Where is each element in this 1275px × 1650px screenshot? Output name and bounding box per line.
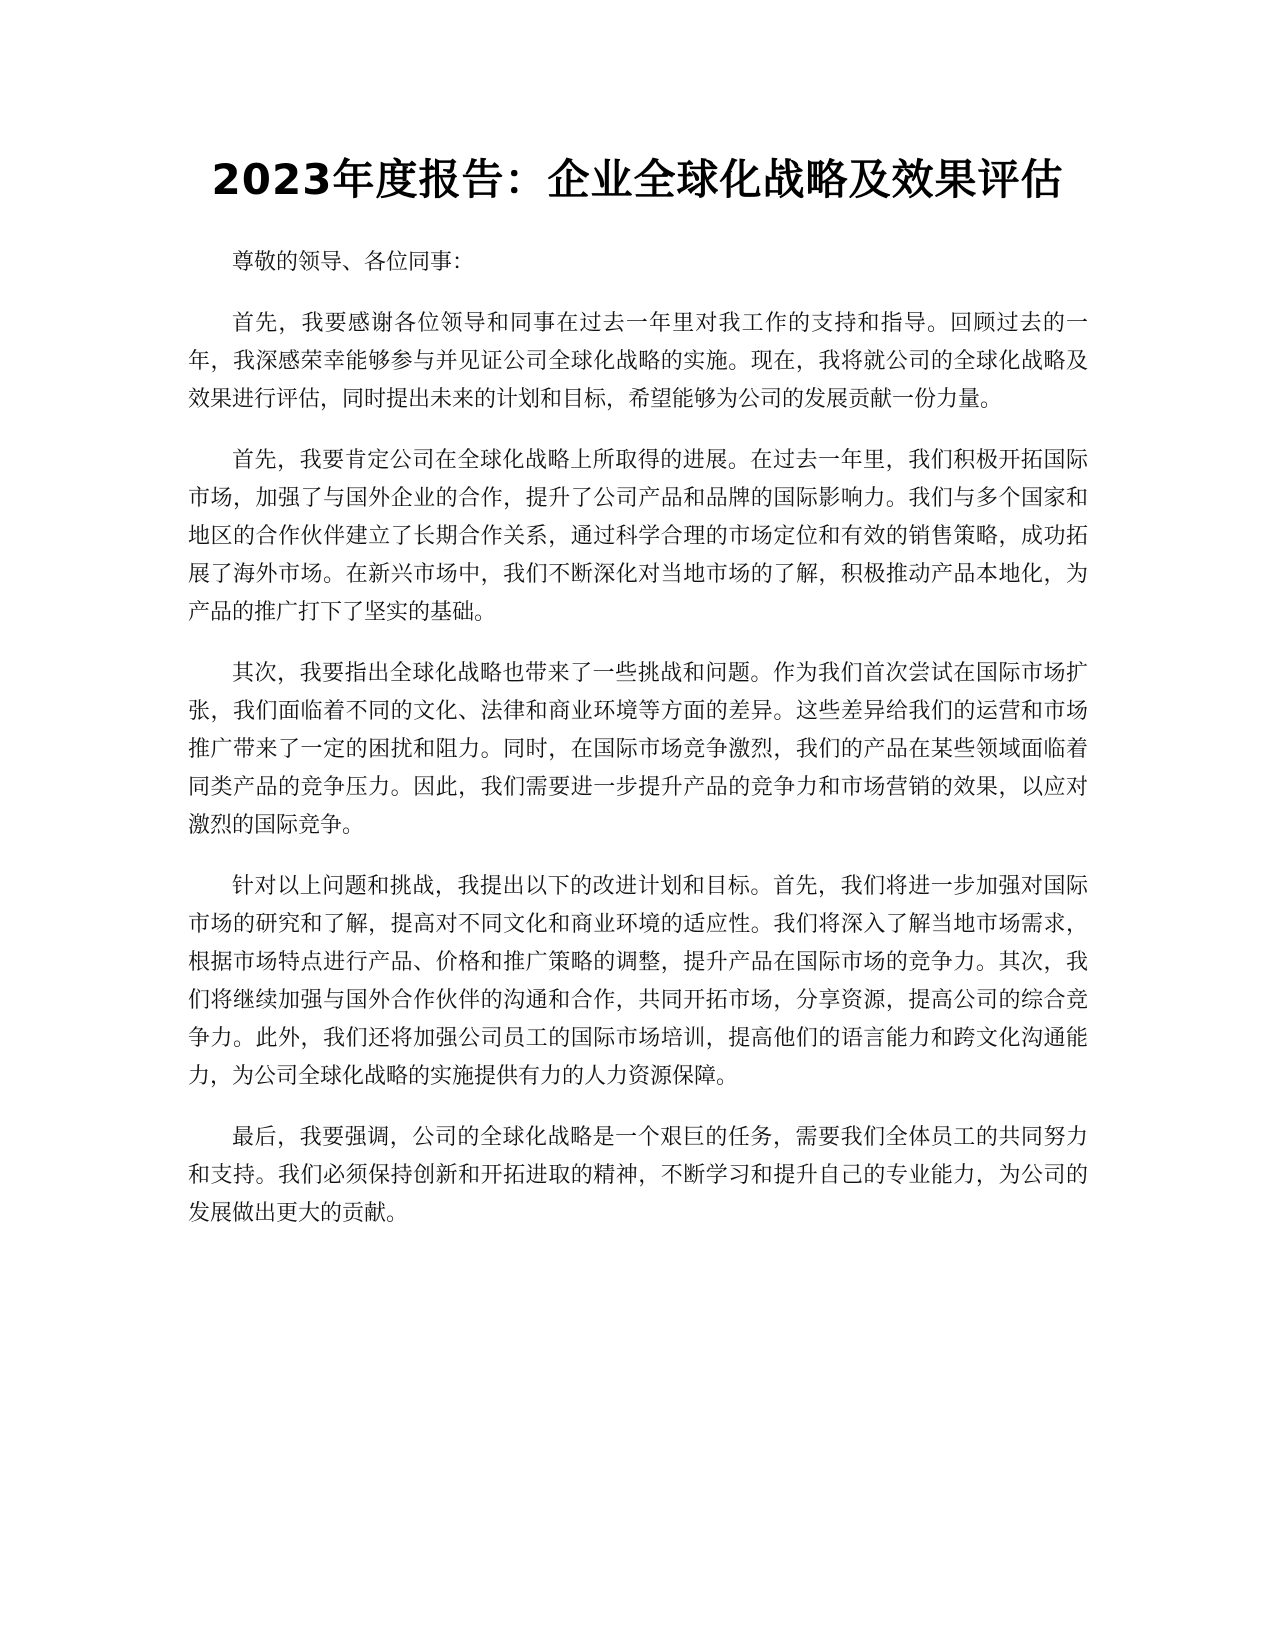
paragraph-conclusion: 最后，我要强调，公司的全球化战略是一个艰巨的任务，需要我们全体员工的共同努力和支持。我们必须保持创新和开拓进取的精神，不断学习和提升自己的专业能力，为公司的发展做出更大的贡献。 — [188, 1125, 1088, 1226]
paragraph-thanks: 首先，我要感谢各位领导和同事在过去一年里对我工作的支持和指导。回顾过去的一年，我深感荣幸能够参与并见证公司全球化战略的实施。现在，我将就公司的全球化战略及效果进行评估，同时提出未来的计划和目标，希望能够为公司的发展贡献一份力量。 — [188, 311, 1088, 412]
paragraph-improvement-plan: 针对以上问题和挑战，我提出以下的改进计划和目标。首先，我们将进一步加强对国际市场的研究和了解，提高对不同文化和商业环境的适应性。我们将深入了解当地市场需求，根据市场特点进行产品、价格和推广策略的调整，提升产品在国际市场的竞争力。其次，我们将继续加强与国外合作伙伴的沟通和合作，共同开拓市场，分享资源，提高公司的综合竞争力。此外，我们还将加强公司员工的国际市场培训，提高他们的语言能力和跨文化沟通能力，为公司全球化战略的实施提供有力的人力资源保障。 — [188, 874, 1088, 1089]
document-body — [188, 244, 1088, 1256]
salutation: 尊敬的领导、各位同事： — [232, 250, 475, 275]
document-title: 2023年度报告：企业全球化战略及效果评估 — [211, 155, 1064, 204]
paragraph-progress: 首先，我要肯定公司在全球化战略上所取得的进展。在过去一年里，我们积极开拓国际市场，加强了与国外企业的合作，提升了公司产品和品牌的国际影响力。我们与多个国家和地区的合作伙伴建立了长期合作关系，通过科学合理的市场定位和有效的销售策略，成功拓展了海外市场。在新兴市场中，我们不断深化对当地市场的了解，积极推动产品本地化，为产品的推广打下了坚实的基础。 — [188, 448, 1088, 625]
paragraph-challenges: 其次，我要指出全球化战略也带来了一些挑战和问题。作为我们首次尝试在国际市场扩张，我们面临着不同的文化、法律和商业环境等方面的差异。这些差异给我们的运营和市场推广带来了一定的困扰和阻力。同时，在国际市场竞争激烈，我们的产品在某些领域面临着同类产品的竞争压力。因此，我们需要进一步提升产品的竞争力和市场营销的效果，以应对激烈的国际竞争。 — [188, 661, 1088, 838]
